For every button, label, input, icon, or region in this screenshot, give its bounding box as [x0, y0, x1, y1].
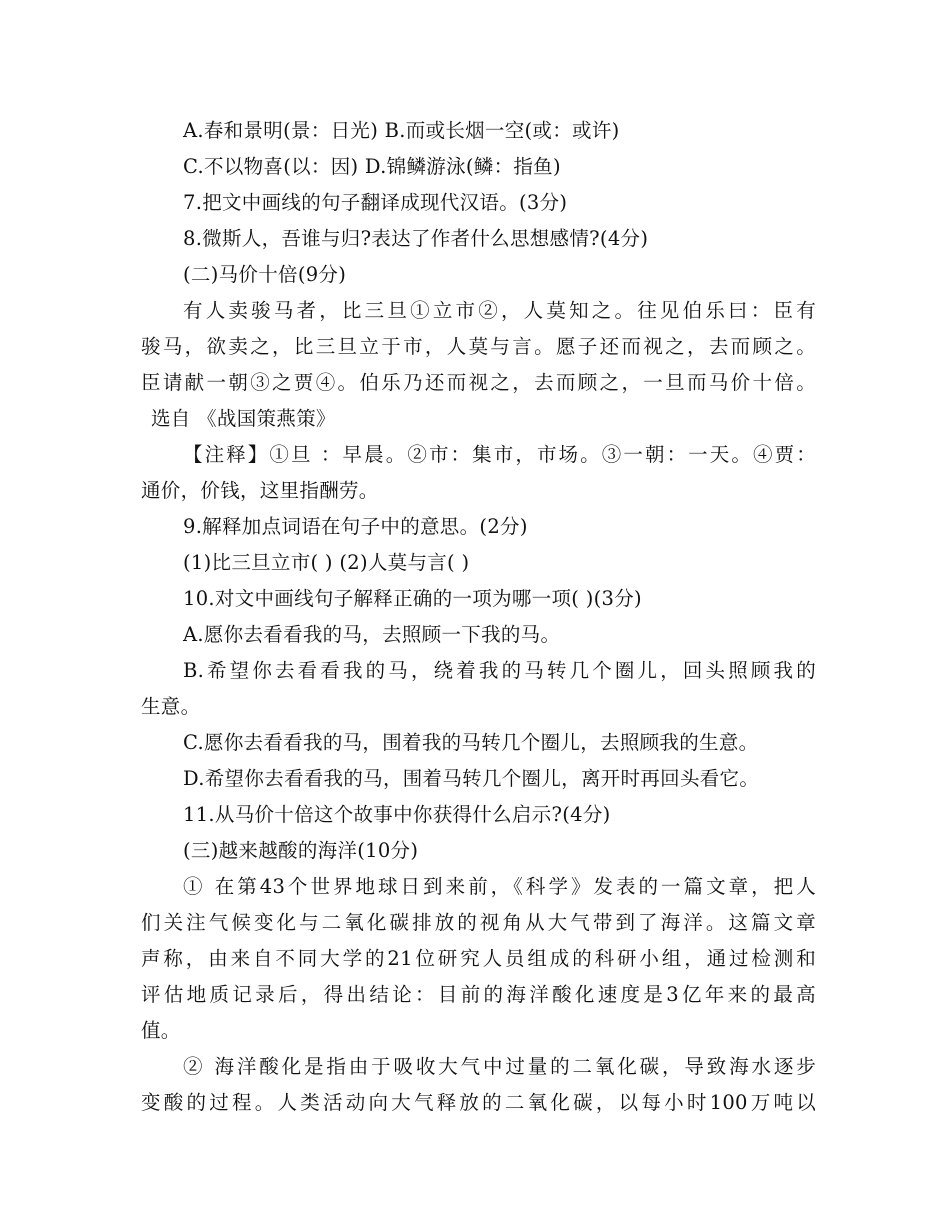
- text-line: ② 海洋酸化是指由于吸收大气中过量的二氧化碳，导致海水逐步: [183, 1055, 816, 1078]
- annotation-line: 【注释】①旦 ：早晨。②市：集市，市场。③一朝：一天。④贾：: [183, 443, 816, 466]
- text-line: 骏马，欲卖之，比三旦立于市，人莫与言。愿子还而视之，去而顾之。: [141, 335, 816, 358]
- question-line: 9.解释加点词语在句子中的意思。(2分): [183, 515, 528, 538]
- text-line: 7.把文中画线的句子翻译成现代汉语。(3分): [183, 191, 568, 214]
- text-line: 变酸的过程。人类活动向大气释放的二氧化碳，以每小时100万吨以: [141, 1091, 816, 1114]
- question-line: (1)比三旦立市( ) (2)人莫与言( ): [183, 551, 470, 574]
- text-line: 声称，由来自不同大学的21位研究人员组成的科研小组，通过检测和: [141, 947, 816, 970]
- option-line: A.愿你去看看我的马，去照顾一下我的马。: [183, 623, 561, 646]
- question-line: 11.从马价十倍这个故事中你获得什么启示?(4分): [183, 803, 611, 826]
- text-line: 有人卖骏马者，比三旦①立市②，人莫知之。往见伯乐曰：臣有: [183, 299, 816, 322]
- document-body: [141, 113, 816, 1121]
- section-heading: (二)马价十倍(9分): [183, 263, 347, 286]
- question-line: 10.对文中画线句子解释正确的一项为哪一项( )(3分): [183, 587, 642, 610]
- text-line: 8.微斯人，吾谁与归?表达了作者什么思想感情?(4分): [183, 227, 649, 250]
- text-line: 们关注气候变化与二氧化碳排放的视角从大气带到了海洋。这篇文章: [141, 911, 816, 934]
- text-line: 评估地质记录后，得出结论：目前的海洋酸化速度是3亿年来的最高: [141, 983, 816, 1006]
- source-citation: 选自 《战国策燕策》: [151, 407, 336, 430]
- text-line: ① 在第43个世界地球日到来前，《科学》发表的一篇文章，把人: [183, 875, 816, 898]
- text-line: C.不以物喜(以：因) D.锦鳞游泳(鳞：指鱼): [183, 155, 561, 178]
- section-heading: (三)越来越酸的海洋(10分): [183, 839, 419, 862]
- text-line: 臣请献一朝③之贾④。伯乐乃还而视之，去而顾之，一旦而马价十倍。: [141, 371, 816, 394]
- option-line: C.愿你去看看我的马，围着我的马转几个圈儿，去照顾我的生意。: [183, 731, 759, 754]
- text-line: 值。: [141, 1019, 181, 1042]
- option-line: D.希望你去看看我的马，围着马转几个圈儿，离开时再回头看它。: [183, 767, 760, 790]
- annotation-line: 通价，价钱，这里指酬劳。: [141, 479, 379, 502]
- option-line: 生意。: [141, 695, 201, 718]
- text-line: A.春和景明(景：日光) B.而或长烟一空(或：或许): [183, 119, 620, 142]
- option-line: B.希望你去看看我的马，绕着我的马转几个圈儿，回头照顾我的: [183, 659, 816, 682]
